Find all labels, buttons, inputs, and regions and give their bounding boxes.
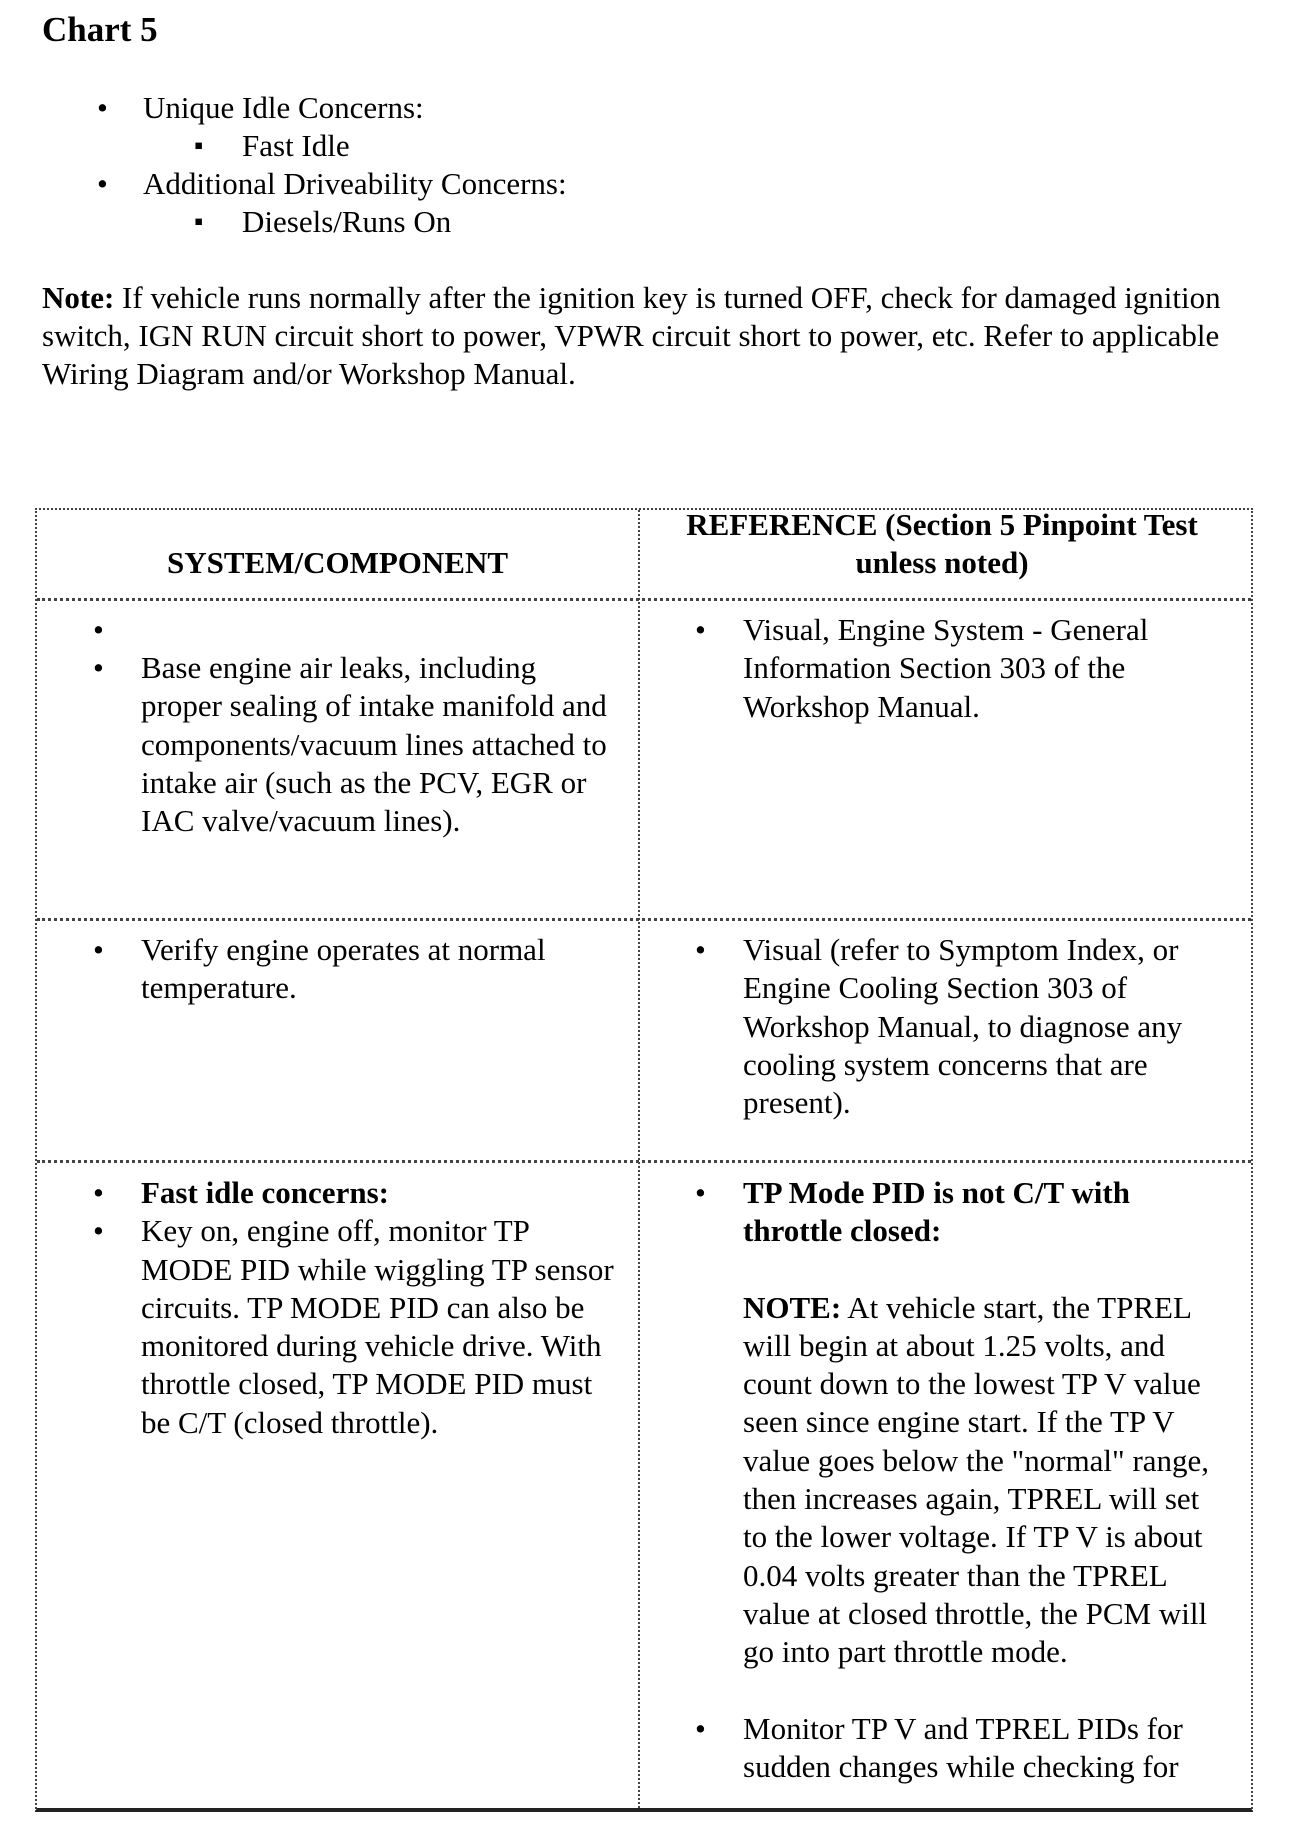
list-item: • Visual (refer to Symptom Index, or Engine Cooling Section 303 of Workshop Manual, to diagnose any cooling system concerns that are present). bbox=[679, 931, 1224, 1122]
list-item bbox=[77, 1174, 617, 1212]
list-item: • Visual, Engine System - General Information Section 303 of the Workshop Manual. bbox=[679, 611, 1224, 726]
list-item: • Monitor TP V and TPREL PIDs for sudden changes while checking for bbox=[679, 1710, 1227, 1787]
row-divider bbox=[37, 1160, 1251, 1163]
row-divider bbox=[37, 918, 1251, 921]
tp-note-text: At vehicle start, the TPREL will begin at about 1.25 volts, and count down to the lowest TP V value seen since engine start. If the TP V value goes below the "normal" range, then increases again, TPREL will set to the lower voltage. If TP V is about 0.04 volts greater than the TPREL value at closed throttle, the PCM will go into part throttle mode. bbox=[743, 1289, 1210, 1670]
list-item bbox=[679, 1174, 1227, 1251]
row1-system-cell bbox=[77, 611, 617, 840]
concern-fast-idle: ▪ Fast Idle bbox=[242, 127, 350, 165]
row1-reference-cell bbox=[679, 611, 1224, 726]
row2-reference-cell bbox=[679, 931, 1224, 1122]
note-text: If vehicle runs normally after the ignition key is turned OFF, check for damaged ignition switch, IGN RUN circuit short to power, VPWR circuit short to power, etc. Refer to applicable Wiring Diagram and/or Workshop Manual. bbox=[42, 280, 1221, 391]
note-paragraph bbox=[42, 279, 1272, 393]
tp-note-paragraph bbox=[679, 1289, 1227, 1672]
list-item: • Base engine air leaks, including proper sealing of intake manifold and components/vacuum lines attached to intake air (such as the PCV, EGR or IAC valve/vacuum lines). bbox=[77, 649, 617, 840]
concern-additional-driveability: • Additional Driveability Concerns: bbox=[143, 165, 567, 203]
note-label: Note: bbox=[42, 280, 115, 315]
tp-note-label: NOTE: bbox=[743, 1289, 842, 1325]
row2-system-cell bbox=[77, 931, 617, 1008]
row3-system-cell bbox=[77, 1174, 617, 1442]
reference-table bbox=[35, 508, 1253, 1812]
column-divider bbox=[638, 510, 640, 1808]
row-divider bbox=[37, 598, 1251, 601]
concern-diesels-runs-on: ▪ Diesels/Runs On bbox=[242, 203, 451, 241]
list-item: • Verify engine operates at normal temperature. bbox=[77, 931, 617, 1008]
list-item: • Key on, engine off, monitor TP MODE PID while wiggling TP sensor circuits. TP MODE PID can also be monitored during vehicle drive. With throttle closed, TP MODE PID must be C/T (closed throttle). bbox=[77, 1212, 617, 1442]
spacer bbox=[679, 1672, 1227, 1710]
spacer bbox=[679, 1251, 1227, 1289]
chart-heading: Chart 5 bbox=[42, 10, 158, 49]
row3-reference-cell bbox=[679, 1174, 1227, 1786]
list-item bbox=[77, 611, 617, 649]
header-reference: REFERENCE (Section 5 Pinpoint Test unless noted) bbox=[686, 507, 1198, 580]
header-system-component: SYSTEM/COMPONENT bbox=[166, 545, 509, 580]
fast-idle-concerns-label: Fast idle concerns: bbox=[141, 1175, 389, 1210]
concern-unique-idle: • Unique Idle Concerns: bbox=[143, 89, 424, 127]
tp-mode-heading: TP Mode PID is not C/T with throttle closed: bbox=[743, 1175, 1130, 1249]
